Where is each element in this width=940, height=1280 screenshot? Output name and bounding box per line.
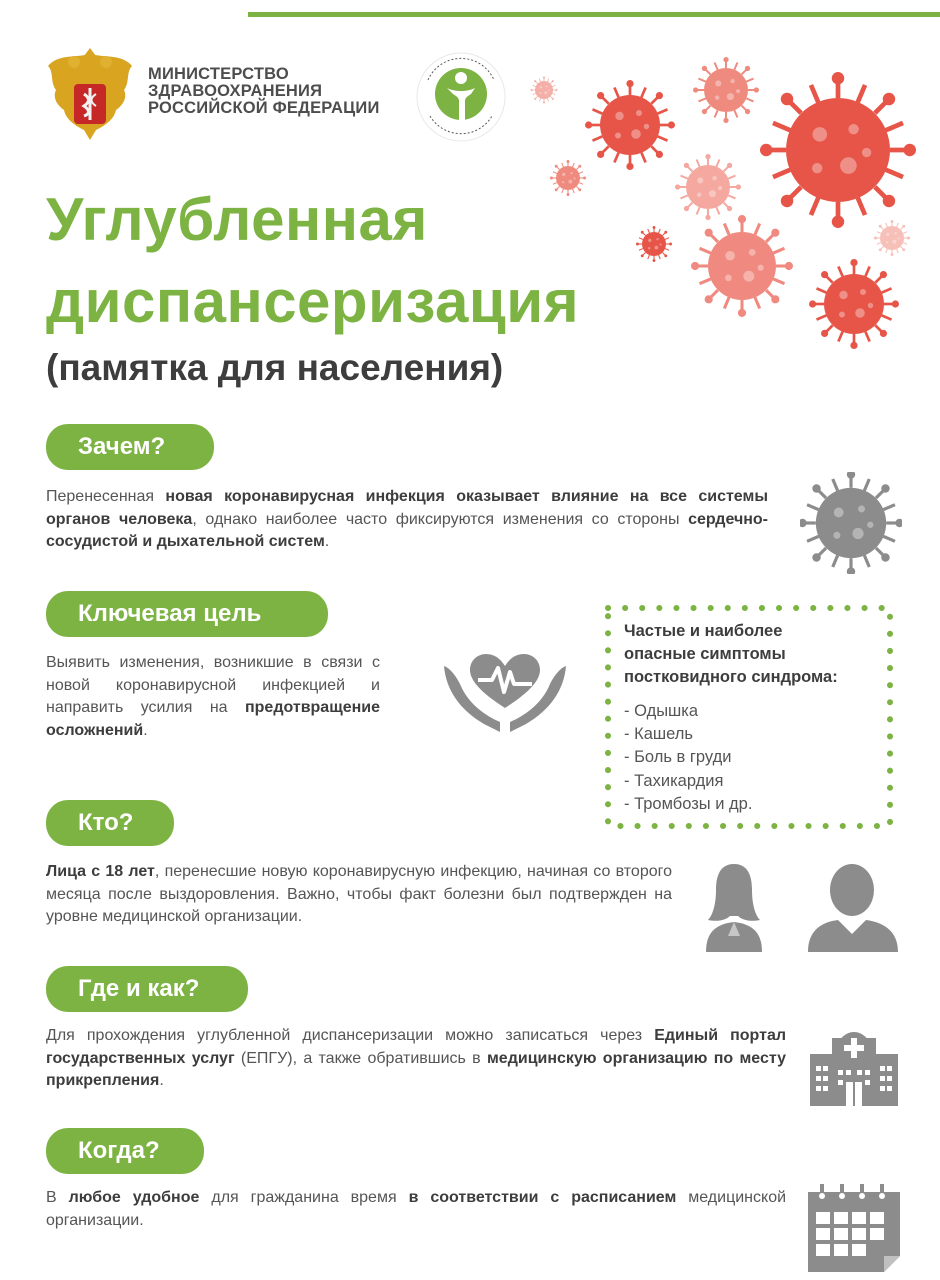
title-line-1: Углубленная: [46, 186, 428, 253]
section-goal-label: Ключевая цель: [46, 591, 328, 637]
nmic-logo-icon: [414, 50, 508, 144]
people-icon: [704, 860, 902, 952]
list-item: - Тахикардия: [624, 770, 752, 793]
list-item: - Тромбозы и др.: [624, 793, 752, 816]
section-where-text: Для прохождения углубленной диспансеризации можно записаться через Единый портал государственных услуг (ЕПГУ), а также обратившись в медицинскую организацию по месту прикрепления.: [46, 1027, 787, 1089]
symptoms-list: [624, 700, 752, 816]
hospital-icon: [808, 1024, 900, 1106]
section-where-label: Где и как?: [46, 966, 248, 1012]
section-who-label: Кто?: [46, 800, 174, 846]
section-why-text: Перенесенная новая коронавирусная инфекция оказывает влияние на все системы органов человека, однако наиболее часто фиксируются изменения со стороны сердечно-сосудистой и дыхательной систем.: [46, 488, 769, 550]
title-line-2: диспансеризация: [46, 268, 580, 335]
subtitle: (памятка для населения): [46, 347, 504, 388]
calendar-icon: [806, 1180, 902, 1272]
list-item: - Кашель: [624, 723, 752, 746]
symptoms-box: [604, 604, 894, 830]
virus-decoration-icon: [520, 50, 940, 360]
section-why-label: Зачем?: [46, 424, 214, 470]
section-goal-text: Выявить изменения, возникшие в связи с новой коронавирусной инфекцией и направить усилия на предотвращение осложнений.: [46, 654, 380, 739]
list-item: - Боль в груди: [624, 746, 752, 769]
ministry-emblem-icon: [44, 44, 136, 144]
virus-icon: [800, 472, 902, 574]
heart-hands-icon: [440, 646, 570, 736]
section-when-label: Когда?: [46, 1128, 204, 1174]
top-accent-line: [248, 12, 940, 17]
ministry-name: МИНИСТЕРСТВО ЗДРАВООХРАНЕНИЯ РОССИЙСКОЙ ФЕДЕРАЦИИ: [148, 65, 380, 117]
section-when-text: В любое удобное для гражданина время в соответствии с расписанием медицинской организации.: [46, 1189, 787, 1229]
list-item: - Одышка: [624, 700, 752, 723]
symptoms-title: Частые и наиболее опасные симптомы постковидного синдрома:: [624, 622, 838, 686]
section-who-text: Лица с 18 лет, перенесшие новую коронавирусную инфекцию, начиная со второго месяца после выздоровления. Важно, чтобы факт болезни был подтвержден на уровне медицинской организации.: [46, 863, 672, 925]
